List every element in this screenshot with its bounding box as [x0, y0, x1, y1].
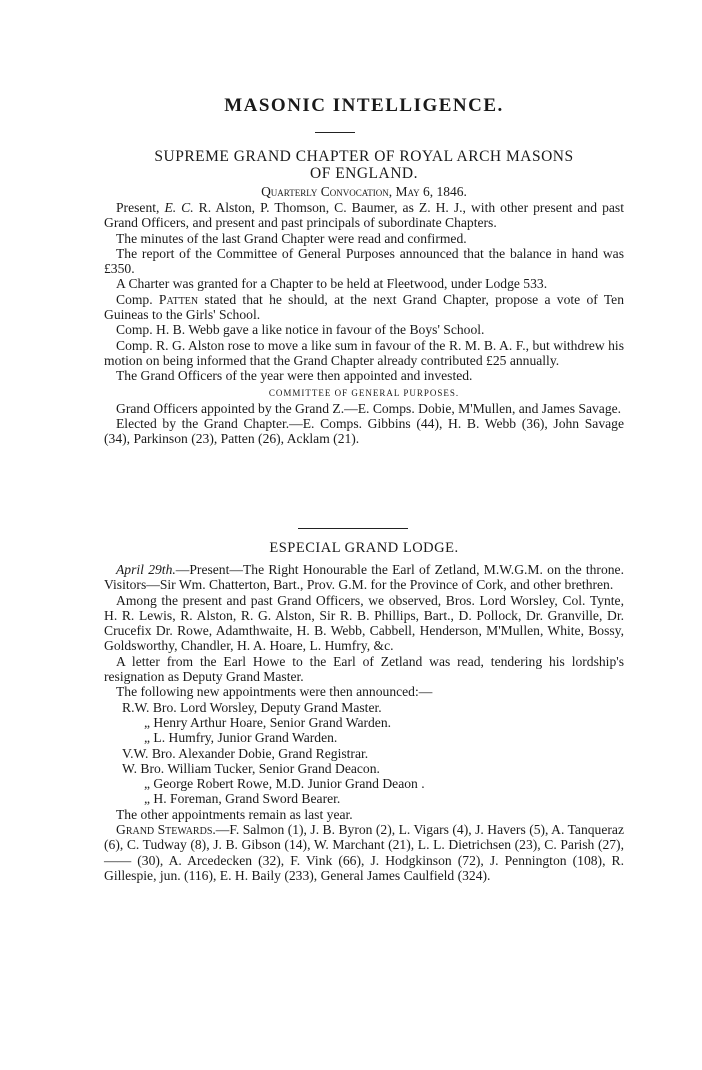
chapter-heading-line1: SUPREME GRAND CHAPTER OF ROYAL ARCH MASONS — [154, 148, 574, 165]
chapter-para-report: The report of the Committee of General Purposes announced that the balance in hand was £350. — [104, 245, 624, 277]
lodge-para-appointments: The following new appointments were then announced:— — [116, 684, 433, 700]
chapter-section — [104, 148, 624, 446]
chapter-para-present: Present, E. C. R. Alston, P. Thomson, C. Baumer, as Z. H. J., with other present and past Grand Officers, and present and past principals of subordinate Chapters. — [104, 200, 624, 231]
chapter-para-patten: Comp. Patten stated that he should, at the next Grand Chapter, propose a vote of Ten Guineas to the Girls' School. — [104, 291, 625, 323]
chapter-para-webb: Comp. H. B. Webb gave a like notice in favour of the Boys' School. — [116, 322, 485, 338]
appointment-item: R.W. Bro. Lord Worsley, Deputy Grand Master. — [122, 699, 382, 715]
chapter-para-charter: A Charter was granted for a Chapter to be held at Fleetwood, under Lodge 533. — [116, 276, 548, 292]
committee-heading: COMMITTEE OF GENERAL PURPOSES. — [268, 387, 460, 398]
page-title: MASONIC INTELLIGENCE. — [224, 95, 504, 116]
appointment-item: „ L. Humfry, Junior Grand Warden. — [144, 730, 338, 746]
lodge-para-present: April 29th.—Present—The Right Honourable the Earl of Zetland, M.W.G.M. on the throne. Visitors—Sir Wm. Chatterton, Bart., Prov. G.M. for the Province of Cork, and other brethren. — [104, 562, 624, 593]
appointment-item: W. Bro. William Tucker, Senior Grand Deacon. — [122, 760, 380, 776]
section-rule — [298, 528, 408, 529]
appointment-item: „ Henry Arthur Hoare, Senior Grand Warden. — [144, 714, 392, 730]
lodge-para-other: The other appointments remain as last year. — [116, 806, 353, 822]
lodge-heading: ESPECIAL GRAND LODGE. — [269, 540, 459, 556]
title-rule — [315, 132, 355, 133]
chapter-para-committee-elected: Elected by the Grand Chapter.—E. Comps. Gibbins (44), H. B. Webb (36), John Savage (34), Parkinson (23), Patten (26), Acklam (21). — [104, 415, 624, 447]
chapter-para-alston: Comp. R. G. Alston rose to move a like sum in favour of the R. M. B. A. F., but withdrew his motion on being informed that the Grand Chapter already contributed £25 annually. — [104, 337, 624, 368]
lodge-para-letter: A letter from the Earl Howe to the Earl of Zetland was read, tendering his lordship's resignation as Deputy Grand Master. — [104, 653, 624, 685]
chapter-para-minutes: The minutes of the last Grand Chapter were read and confirmed. — [116, 230, 467, 246]
chapter-para-committee-appointed: Grand Officers appointed by the Grand Z.—E. Comps. Dobie, M'Mullen, and James Savage. — [116, 400, 622, 416]
chapter-subheading: Quarterly Convocation, May 6, 1846. — [261, 184, 467, 199]
chapter-para-officers: The Grand Officers of the year were then appointed and invested. — [116, 368, 473, 384]
chapter-heading-line2: OF ENGLAND. — [310, 165, 418, 182]
appointment-item: V.W. Bro. Alexander Dobie, Grand Registrar. — [122, 745, 369, 761]
appointment-item: „ George Robert Rowe, M.D. Junior Grand Deaon . — [144, 776, 425, 792]
lodge-section — [104, 540, 624, 883]
appointment-item: „ H. Foreman, Grand Sword Bearer. — [144, 791, 341, 807]
lodge-para-stewards: Grand Stewards.—F. Salmon (1), J. B. Byron (2), L. Vigars (4), J. Havers (5), A. Tanqueraz (6), C. Tudway (8), J. B. Gibson (14), W. Marchant (21), L. L. Dietrichsen (23), C. Parish (27), —— (30), A. Arcedecken (32), F. Vink (66), J. Hodgkinson (72), J. Pennington (108), R. Gillespie, jun. (116), E. H. Baily (233), General James Caulfield (324). — [104, 822, 624, 883]
lodge-para-officers: Among the present and past Grand Officers, we observed, Bros. Lord Worsley, Col. Tynte, H. R. Lewis, R. Alston, R. G. Alston, Sir R. B. Phillips, Bart., D. Pollock, Dr. Granville, Dr. Crucefix Dr. Rowe, Adamthwaite, H. B. Webb, Cabbell, Henderson, M'Mullen, White, Bossy, Goldsworthy, Chandler, H. A. Hoare, L. Humfry, &c. — [104, 592, 624, 654]
